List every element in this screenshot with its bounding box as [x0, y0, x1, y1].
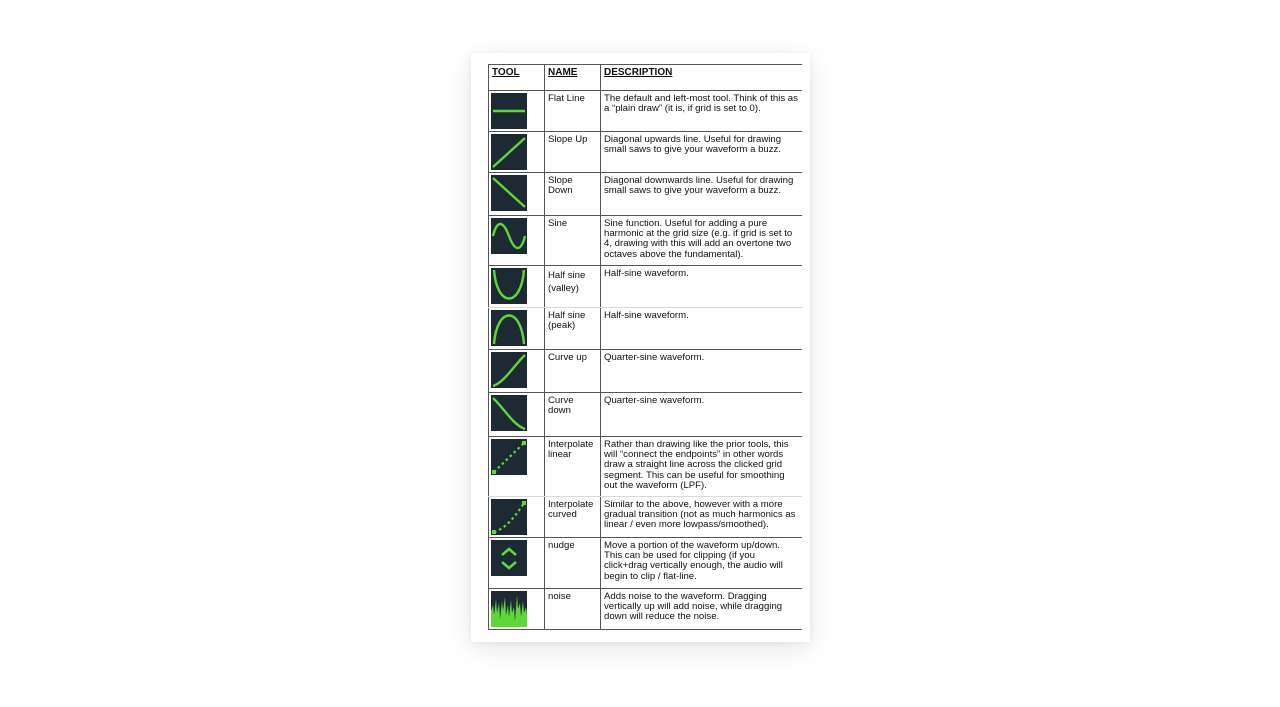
- tool-name: Sine: [545, 216, 601, 266]
- interpolate-curved-icon: [491, 499, 527, 535]
- table-row: [489, 216, 802, 266]
- header-name: NAME: [545, 65, 601, 91]
- header-tool: TOOL: [489, 65, 545, 91]
- curve-up-icon: [491, 352, 527, 388]
- table-row: [489, 393, 802, 437]
- half-sine-valley-icon: [491, 268, 527, 304]
- flat-line-icon: [491, 93, 527, 129]
- table-row: [489, 308, 802, 350]
- nudge-icon: [491, 540, 527, 576]
- tool-name: Curve up: [545, 350, 601, 393]
- tool-name: nudge: [545, 538, 601, 589]
- table-header-row: [489, 65, 802, 91]
- document-page: [471, 53, 810, 642]
- table-row: [489, 173, 802, 216]
- half-sine-peak-icon: [491, 310, 527, 346]
- tool-description: Half-sine waveform.: [601, 266, 802, 308]
- table-row: [489, 266, 802, 308]
- tool-description: The default and left-most tool. Think of this as a “plain draw” (it is, if grid is set to 0).: [601, 91, 802, 132]
- table-row: [489, 437, 802, 497]
- tool-name: Curve down: [545, 393, 601, 437]
- table-row: [489, 538, 802, 589]
- tool-description: Move a portion of the waveform up/down. This can be used for clipping (if you click+drag vertically enough, the audio will begin to clip / flat-line.: [601, 538, 802, 589]
- tool-description: Diagonal upwards line. Useful for drawing small saws to give your waveform a buzz.: [601, 132, 802, 173]
- slope-down-icon: [491, 175, 527, 211]
- interpolate-linear-icon: [491, 439, 527, 475]
- table-row: [489, 497, 802, 538]
- tool-description: Quarter-sine waveform.: [601, 393, 802, 437]
- tool-description: Quarter-sine waveform.: [601, 350, 802, 393]
- tool-name: Slope Up: [545, 132, 601, 173]
- tool-name: Flat Line: [545, 91, 601, 132]
- table-row: [489, 350, 802, 393]
- tool-description: Diagonal downwards line. Useful for drawing small saws to give your waveform a buzz.: [601, 173, 802, 216]
- tool-name: Slope Down: [545, 173, 601, 216]
- tool-description: Half-sine waveform.: [601, 308, 802, 350]
- table-row: [489, 589, 802, 630]
- sine-icon: [491, 218, 527, 254]
- tools-table: [488, 64, 802, 630]
- tool-name: noise: [545, 589, 601, 630]
- header-description: DESCRIPTION: [601, 65, 802, 91]
- table-row: [489, 132, 802, 173]
- tool-description: Sine function. Useful for adding a pure harmonic at the grid size (e.g. if grid is set to 4, drawing with this will add an overtone two octaves above the fundamental).: [601, 216, 802, 266]
- tool-description: Adds noise to the waveform. Dragging vertically up will add noise, while dragging down will reduce the noise.: [601, 589, 802, 630]
- curve-down-icon: [491, 395, 527, 431]
- tool-name: Interpolate linear: [545, 437, 601, 497]
- tool-description: Similar to the above, however with a more gradual transition (not as much harmonics as linear / even more lowpass/smoothed).: [601, 497, 802, 538]
- tool-description: Rather than drawing like the prior tools, this will “connect the endpoints” in other words draw a straight line across the clicked grid segment. This can be useful for smoothing out the waveform (LPF).: [601, 437, 802, 497]
- slope-up-icon: [491, 134, 527, 170]
- tool-name: Interpolate curved: [545, 497, 601, 538]
- tool-name: Half sine (valley): [545, 266, 601, 308]
- table-row: [489, 91, 802, 132]
- noise-icon: [491, 591, 527, 627]
- tool-name: Half sine (peak): [545, 308, 601, 350]
